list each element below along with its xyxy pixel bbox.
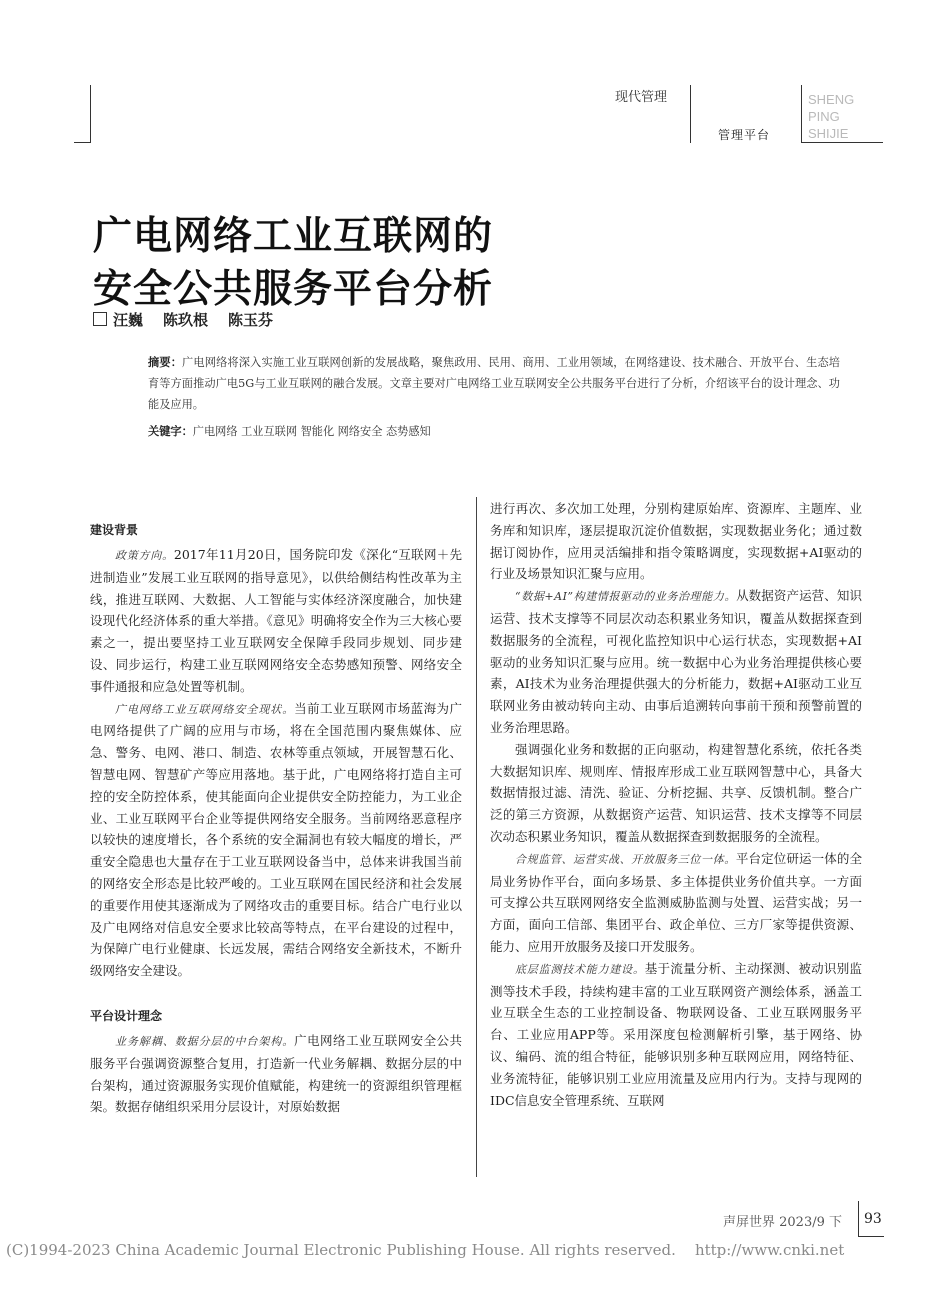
brand-line-2: PING [808,109,840,124]
paragraph-lead: “数据+AI”构建情报驱动的业务治理能力。 [515,590,737,604]
paragraph-text: 平台定位研运一体的全局业务协作平台，面向多场景、多主体提供业务价值共享。一方面可支撑公共互联网网络安全监测威胁监测与处置、运营实战；另一方面，面向工信部、集团平台、政企单位、三方厂家等提供资源、能力、应用开放服务及接口开发服务。 [490,850,862,954]
footer-rule [858,1201,859,1237]
paragraph-text: 基于流量分析、主动探测、被动识别监测等技术手段，持续构建丰富的工业互联网资产测绘体系，涵盖工业互联全生态的工业控制设备、物联网设备、工业互联网服务平台、工业应用APP等。采用深度包检测解析引擎，基于网络、协议、编码、流的组合特征，能够识别多种互联网应用，网络特征、业务流特征，能够识别工业应用流量及应用内行为。支持与现网的IDC信息安全管理系统、互联网 [490,960,862,1108]
paragraph-data-ai [490,585,862,739]
paragraph-lead: 业务解耦、数据分层的中台架构。 [115,1034,295,1048]
brand-line-3: SHIJIE [808,126,849,141]
paragraph-status [90,698,462,982]
paragraph-lead: 广电网络工业互联网络安全现状。 [115,702,295,716]
header-column-label: 管理平台 [718,128,771,142]
left-column [90,520,462,1118]
header-mid-rule [690,85,691,143]
keywords-text: 广电网络 工业互联网 智能化 网络安全 态势感知 [192,425,431,438]
header-brand-underline [801,142,883,143]
paragraph-continued: 进行再次、多次加工处理，分别构建原始库、资源库、主题库、业务库和知识库，逐层提取沉淀价值数据，实现数据业务化；通过数据订阅协作，应用灵活编排和指令策略调度，实现数据+AI驱动的行业及场景知识汇聚与应用。 [490,501,862,582]
author-name: 陈玉芬 [228,311,274,329]
paragraph-smart-system: 强调强化业务和数据的正向驱动，构建智慧化系统，依托各类大数据知识库、规则库、情报库形成工业互联网智慧中心，具备大数据情报过滤、清洗、验证、分析挖掘、共享、反馈机制。整合广泛的第三方资源，从数据资产运营、知识运营、技术支撑等不同层次动态积累业务知识，覆盖从数据探查到数据服务的全流程。 [490,741,862,844]
keywords [148,423,431,439]
footer-journal: 声屏世界 2023/9 下 [723,1215,842,1230]
author-list [93,309,293,330]
paragraph-text: 当前工业互联网市场蓝海为广电网络提供了广阔的应用与市场，将在全国范围内聚焦媒体、应急、警务、电网、港口、制造、农林等重点领域，开展智慧石化、智慧电网、智慧矿产等应用落地。基于此，广电网络将打造自主可控的安全防控体系，使其能面向企业提供安全防控能力，为工业企业、工业互联网平台企业等提供网络安全服务。当前网络恶意程序以较快的速度增长，各个系统的安全漏洞也有较大幅度的增长，严重安全隐患也大量存在于工业互联网设备当中，总体来讲我国当前的网络安全形态是比较严峻的。工业互联网在国民经济和社会发展的重要作用使其逐渐成为了网络攻击的重要目标。结合广电行业以及广电网络对信息安全要求比较高等特点，在平台建设的过程中，为保障广电行业健康、长远发展，需结合网络安全新技术，不断升级网络安全建设。 [90,700,462,979]
header-brand [808,91,854,142]
column-divider [476,497,477,1177]
paragraph-policy [90,544,462,698]
abstract-label: 摘要： [148,356,183,369]
paragraph-compliance [490,848,862,958]
section-heading-design: 平台设计理念 [90,1008,163,1023]
article-title-line-2: 安全公共服务平台分析 [93,267,494,312]
brand-line-1: SHENG [808,92,855,107]
paragraph-text: 2017年11月20日，国务院印发《深化“互联网＋先进制造业”发展工业互联网的指导意见》，以供给侧结构性改革为主线，推进互联网、大数据、人工智能与实体经济深度融合，加快建设现代化经济体系的重大举措。《意见》明确将安全作为三大核心要素之一，提出要坚持工业互联网安全保障手段同步规划、同步建设、同步运行，构建工业互联网网络安全态势感知预警、网络安全事件通报和应急处置等机制。 [90,547,463,694]
paragraph-text: 从数据资产运营、知识运营、技术支撑等不同层次动态积累业务知识，覆盖从数据探查到数据服务的全流程，可视化监控知识中心运行状态，实现数据+AI驱动的业务知识汇聚与应用。统一数据中心为业务治理提供核心要素，AI技术为业务治理提供强大的分析能力，数据+AI驱动工业互联网业务由被动转向主动、由事后追溯转向事前干预和预警前置的业务治理思路。 [490,588,862,735]
author-name: 陈玖根 [163,311,209,329]
paragraph-text: 广电网络工业互联网安全公共服务平台强调资源整合复用，打造新一代业务解耦、数据分层的中台架构，通过资源服务实现价值赋能，构建统一的资源组织管理框架。数据存储组织采用分层设计，对原始数据 [90,1032,462,1115]
keywords-label: 关键字： [148,425,193,438]
footer-rule-foot [858,1236,884,1237]
section-heading-background: 建设背景 [90,523,139,537]
article-title-line-1: 广电网络工业互联网的 [93,214,494,259]
paragraph-monitoring [490,958,862,1112]
header-left-rule [90,85,91,143]
paragraph-lead: 政策方向。 [115,549,174,562]
paragraph-architecture [90,1030,462,1118]
abstract-text: 广电网络将深入实施工业互联网创新的发展战略，聚焦政用、民用、商用、工业用领域，在网络建设、技术融合、开放平台、生态培育等方面推动广电5G与工业互联网的融合发展。文章主要对广电网络工业互联网安全公共服务平台进行了分析，介绍该平台的设计理念、功能及应用。 [148,356,840,411]
author-box-icon [93,312,107,326]
right-column [490,498,862,1111]
copyright-notice: (C)1994-2023 China Academic Journal Electronic Publishing House. All rights reserved. http://www.cnki.net [6,1241,845,1259]
abstract [120,352,840,415]
page-number: 93 [864,1211,882,1227]
paragraph-lead: 合规监管、运营实战、开放服务三位一体。 [515,852,736,866]
author-name: 汪巍 [113,311,144,329]
header-section-label: 现代管理 [615,90,668,105]
paragraph-lead: 底层监测技术能力建设。 [515,962,645,976]
header-left-rule-foot [74,142,91,143]
header-brand-rule [801,85,802,143]
